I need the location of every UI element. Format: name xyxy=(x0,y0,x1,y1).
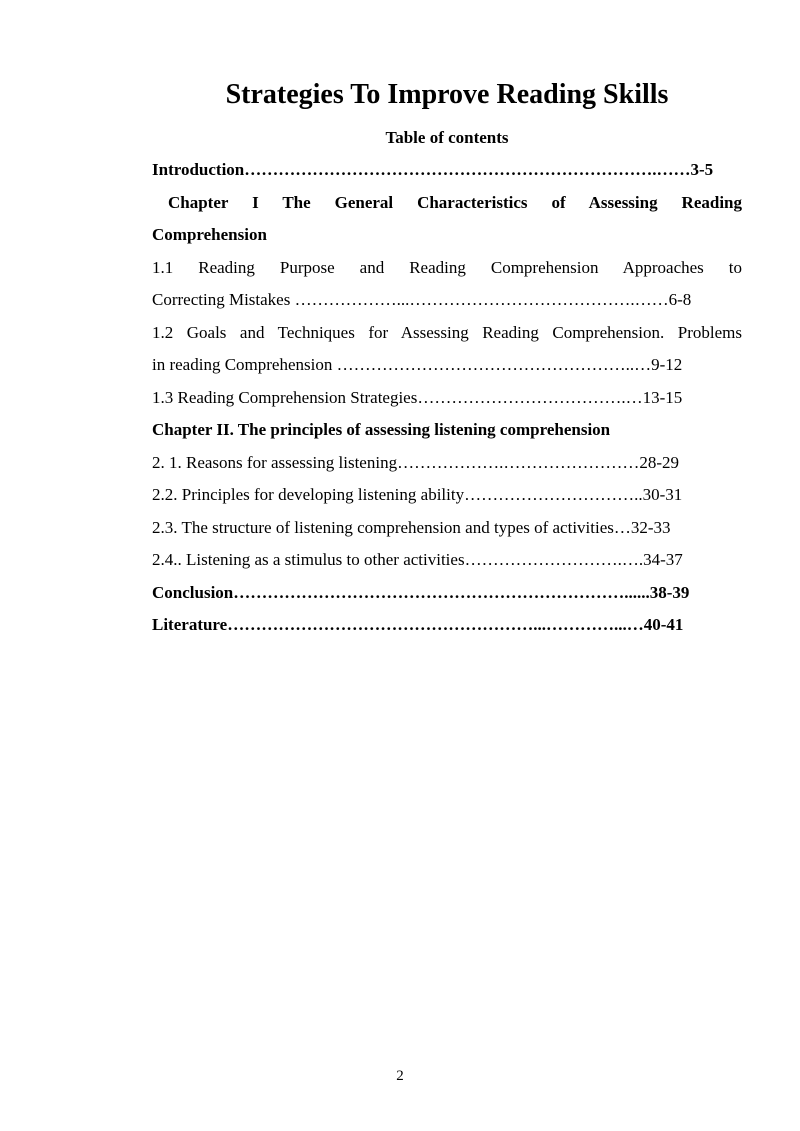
toc-entry-1-2-cont: in reading Comprehension ……………………………………………..…9-12 xyxy=(152,355,683,374)
toc-entry-2-4: 2.4.. Listening as a stimulus to other activities……………………….….34-37 xyxy=(152,550,683,569)
toc-entry-conclusion: Conclusion……………………………………………………………......38-39 xyxy=(152,582,690,602)
document-title: Strategies To Improve Reading Skills xyxy=(225,79,669,110)
toc-entry-2-1: 2. 1. Reasons for assessing listening……………….……………………28-29 xyxy=(152,452,679,472)
toc-entry-chapter-1-heading-cont: Comprehension xyxy=(152,225,267,244)
toc-entry-chapter-2-heading: Chapter II. The principles of assessing listening comprehension xyxy=(152,420,611,439)
toc-heading: Table of contents xyxy=(385,128,509,147)
toc-entry-literature: Literature………………………………………………...…………...…40-41 xyxy=(152,615,684,634)
toc-entry-2-2: 2.2. Principles for developing listening ability…………………………..30-31 xyxy=(152,485,683,504)
toc-entry-1-1-cont: Correcting Mistakes ………………...………………………………….……6-8 xyxy=(152,290,692,309)
page-number: 2 xyxy=(396,1068,404,1084)
toc-entry-1-2: 1.2 Goals and Techniques for Assessing Reading Comprehension. Problems xyxy=(152,322,742,342)
toc-entry-introduction: Introduction……………………………………………………………….……3-5 xyxy=(152,160,714,179)
toc-entry-1-3: 1.3 Reading Comprehension Strategies……………………………….…13-15 xyxy=(152,387,683,407)
toc-entry-chapter-1-heading: Chapter I The General Characteristics of Assessing Reading xyxy=(168,192,742,212)
toc-entry-1-1: 1.1 Reading Purpose and Reading Comprehension Approaches to xyxy=(152,257,742,277)
toc-entry-2-3: 2.3. The structure of listening comprehension and types of activities…32-33 xyxy=(152,517,671,537)
page-content xyxy=(152,70,742,642)
